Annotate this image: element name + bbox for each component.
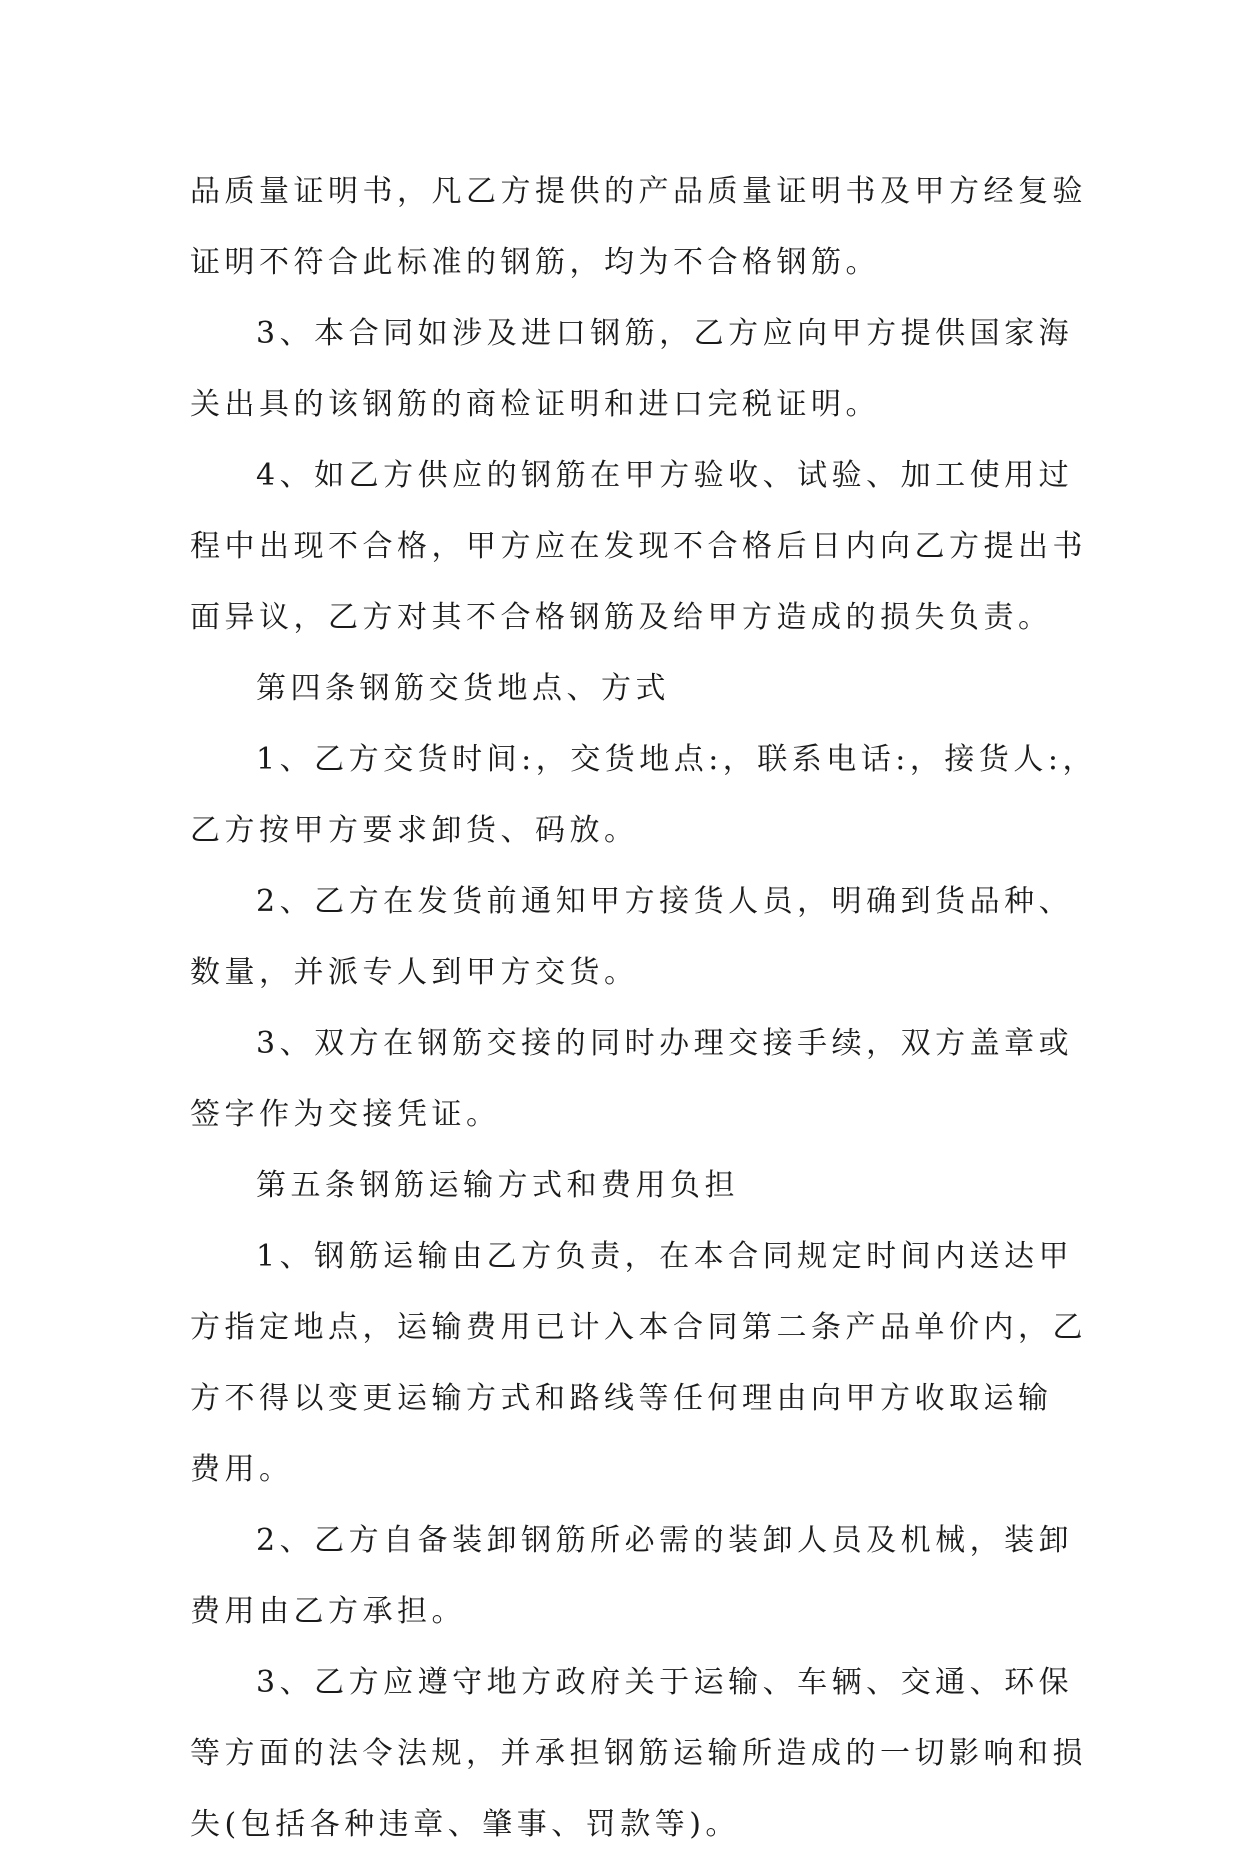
text-line: 等方面的法令法规，并承担钢筋运输所造成的一切影响和损 <box>190 1736 1087 1771</box>
text-line: 证明不符合此标准的钢筋，均为不合格钢筋。 <box>190 245 880 280</box>
text-line: 数量，并派专人到甲方交货。 <box>190 955 639 990</box>
text-line: 失(包括各种违章、肇事、罚款等)。 <box>190 1807 740 1842</box>
document-body <box>190 156 1098 1860</box>
article-four-item-1: 1、乙方交货时间:，交货地点:，联系电话:，接货人:， <box>256 742 1098 777</box>
clause-item-3: 3、本合同如涉及进口钢筋，乙方应向甲方提供国家海 <box>256 316 1074 351</box>
text-line: 签字作为交接凭证。 <box>190 1097 501 1132</box>
text-line: 面异议，乙方对其不合格钢筋及给甲方造成的损失负责。 <box>190 600 1053 635</box>
article-five-item-3: 3、乙方应遵守地方政府关于运输、车辆、交通、环保 <box>256 1665 1074 1700</box>
article-five-heading: 第五条钢筋运输方式和费用负担 <box>256 1168 739 1203</box>
text-line: 费用由乙方承担。 <box>190 1594 466 1629</box>
text-line: 关出具的该钢筋的商检证明和进口完税证明。 <box>190 387 880 422</box>
text-line: 费用。 <box>190 1452 294 1487</box>
text-line: 乙方按甲方要求卸货、码放。 <box>190 813 639 848</box>
article-five-item-2: 2、乙方自备装卸钢筋所必需的装卸人员及机械，装卸 <box>256 1523 1074 1558</box>
article-four-item-2: 2、乙方在发货前通知甲方接货人员，明确到货品种、 <box>256 884 1074 919</box>
article-four-item-3: 3、双方在钢筋交接的同时办理交接手续，双方盖章或 <box>256 1026 1074 1061</box>
article-five-item-1: 1、钢筋运输由乙方负责，在本合同规定时间内送达甲 <box>256 1239 1074 1274</box>
clause-item-4: 4、如乙方供应的钢筋在甲方验收、试验、加工使用过 <box>256 458 1074 493</box>
text-line: 品质量证明书，凡乙方提供的产品质量证明书及甲方经复验 <box>190 174 1087 209</box>
text-line: 方指定地点，运输费用已计入本合同第二条产品单价内，乙 <box>190 1310 1087 1345</box>
text-line: 程中出现不合格，甲方应在发现不合格后日内向乙方提出书 <box>190 529 1087 564</box>
text-line: 方不得以变更运输方式和路线等任何理由向甲方收取运输 <box>190 1381 1053 1416</box>
article-four-heading: 第四条钢筋交货地点、方式 <box>256 671 670 706</box>
